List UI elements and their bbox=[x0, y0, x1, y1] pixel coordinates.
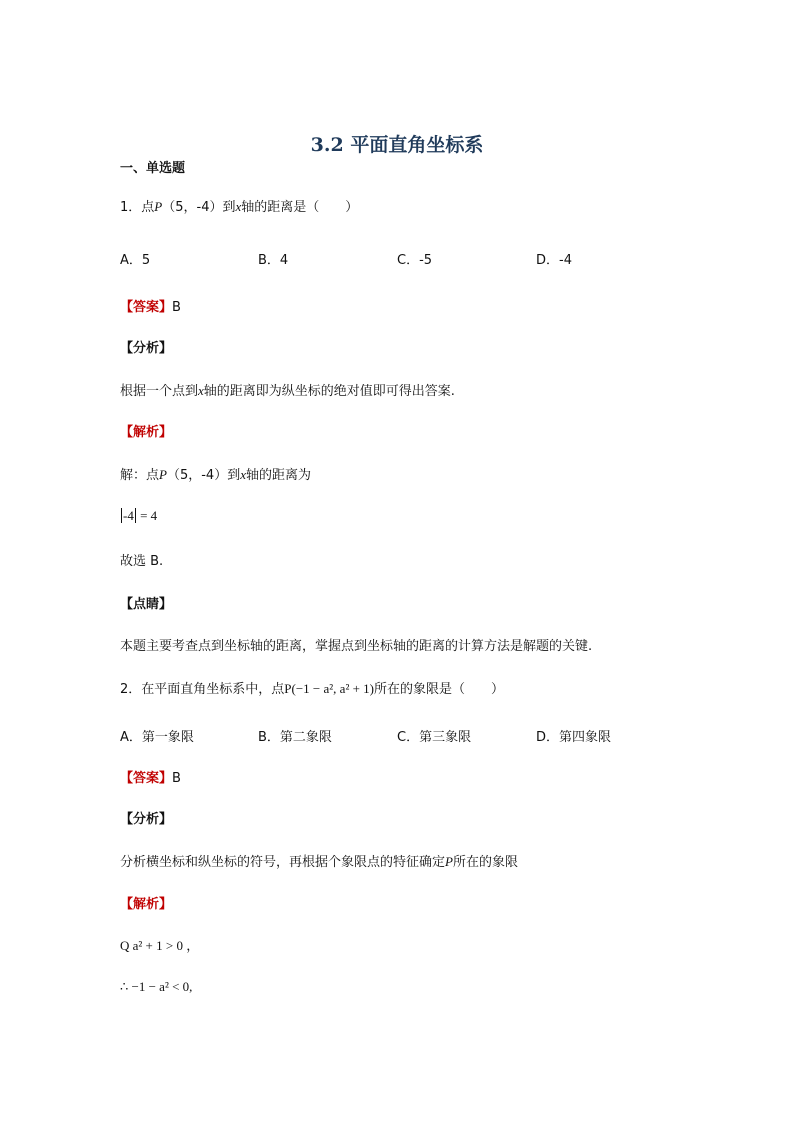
q2-analysis-var: P bbox=[445, 854, 453, 869]
q1-solution-post: 轴的距离为 bbox=[245, 468, 311, 483]
q1-analysis-pre: 根据一个点到 bbox=[120, 384, 199, 399]
q1-comment-tag: 【点睛】 bbox=[120, 597, 173, 612]
q1-formula-inner: -4 bbox=[123, 508, 134, 523]
question-1-stem bbox=[120, 196, 358, 215]
q1-solution-var-p: P bbox=[159, 467, 167, 482]
q2-step-2: ∴ −1 − a² < 0, bbox=[120, 979, 193, 994]
q2-option-d: D．第四象限 bbox=[536, 730, 612, 745]
section-heading: 一、单选题 bbox=[120, 161, 186, 176]
q1-analysis-post: 轴的距离即为纵坐标的绝对值即可得出答案. bbox=[203, 384, 455, 399]
q1-stem-mid: （5，-4）到 bbox=[162, 200, 236, 215]
q2-analysis-tag: 【分析】 bbox=[120, 812, 173, 827]
q2-analysis-post: 所在的象限 bbox=[452, 855, 518, 870]
q1-option-d: D．-4 bbox=[536, 253, 572, 268]
q2-analysis bbox=[120, 851, 518, 870]
q2-answer: B bbox=[172, 771, 181, 786]
q1-analysis-var: x bbox=[198, 383, 204, 398]
q1-solution bbox=[120, 464, 311, 483]
q2-step-1: Q a² + 1 > 0 ， bbox=[120, 938, 200, 953]
q1-solution-var-x: x bbox=[240, 467, 246, 482]
q2-analysis-pre: 分析横坐标和纵坐标的符号，再根据个象限点的特征确定 bbox=[120, 855, 446, 870]
q1-solution-mid: （5，-4）到 bbox=[166, 468, 241, 483]
q1-answer-line bbox=[120, 296, 181, 315]
q1-solution-pre: 解：点 bbox=[120, 468, 160, 483]
q1-option-a: A．5 bbox=[120, 253, 151, 268]
q2-option-c: C．第三象限 bbox=[397, 730, 472, 745]
q1-var-p: P bbox=[154, 199, 163, 214]
q1-answer: B bbox=[172, 300, 181, 315]
abs-bar-left bbox=[121, 508, 122, 523]
q1-comment: 本题主要考查点到坐标轴的距离，掌握点到坐标轴的距离的计算方法是解题的关键. bbox=[120, 639, 593, 654]
q1-option-b: B．4 bbox=[258, 253, 289, 268]
abs-bar-right bbox=[135, 508, 136, 523]
q1-formula bbox=[120, 508, 157, 524]
q2-solution-tag: 【解析】 bbox=[120, 897, 173, 912]
answer-tag: 【答案】 bbox=[120, 771, 173, 786]
answer-tag: 【答案】 bbox=[120, 300, 173, 315]
q1-stem-post: 轴的距离是（ ） bbox=[241, 200, 359, 215]
q2-answer-line bbox=[120, 767, 181, 786]
q2-option-b: B．第二象限 bbox=[258, 730, 332, 745]
q2-option-a: A．第一象限 bbox=[120, 730, 194, 745]
page-title: 3.2 平面直角坐标系 bbox=[310, 134, 484, 156]
q1-analysis bbox=[120, 380, 455, 399]
q1-formula-rhs: = 4 bbox=[140, 508, 158, 523]
q1-option-c: C．-5 bbox=[397, 253, 433, 268]
q1-stem-pre: 1．点 bbox=[120, 200, 155, 215]
q2-stem-post: 所在的象限是（ ） bbox=[374, 682, 505, 697]
question-2-stem bbox=[120, 678, 504, 697]
q2-stem-pre: 2．在平面直角坐标系中，点 bbox=[120, 682, 285, 697]
q1-solution-tag: 【解析】 bbox=[120, 425, 173, 440]
q1-analysis-tag: 【分析】 bbox=[120, 341, 173, 356]
q2-stem-formula: P(−1 − a², a² + 1) bbox=[284, 681, 374, 696]
q1-var-x: x bbox=[235, 199, 242, 214]
q1-conclusion: 故选 B. bbox=[120, 554, 164, 569]
